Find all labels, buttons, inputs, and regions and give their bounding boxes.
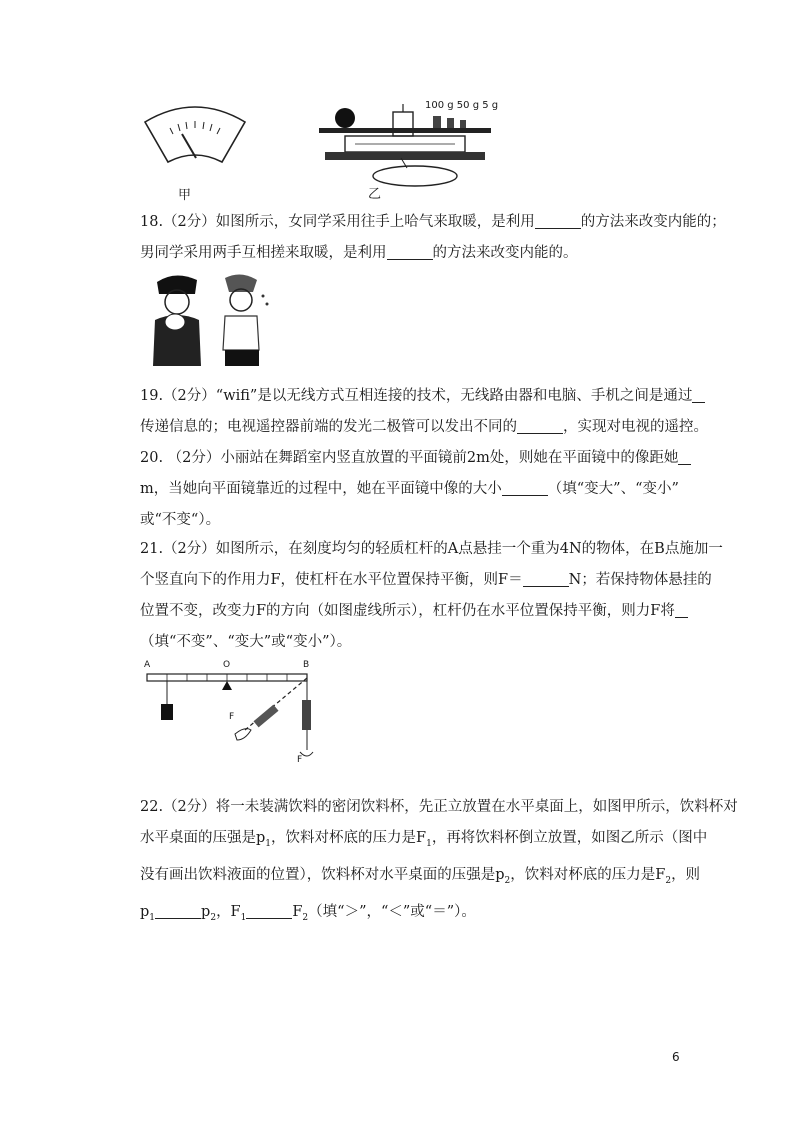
students-warming-hands-figure xyxy=(145,270,275,370)
q20-line2-a: m，当她向平面镜靠近的过程中，她在平面镜中像的大小 xyxy=(140,481,502,497)
lever-label-F-vertical: F xyxy=(297,755,303,765)
sub: 1 xyxy=(426,838,432,849)
answer-blank[interactable] xyxy=(523,570,569,587)
answer-blank[interactable] xyxy=(502,479,548,496)
q22-line4-end: （填“＞”，“＜”或“＝”）。 xyxy=(308,903,476,920)
q18-line1-b: 的方法来改变内能的； xyxy=(580,214,726,230)
q22-line3-a: 没有画出饮料液面的位置），饮料杯对水平桌面的压强是p xyxy=(140,866,505,883)
answer-blank[interactable] xyxy=(678,448,691,465)
answer-blank[interactable] xyxy=(675,601,688,618)
q22-line2-c: ，再将饮料杯倒立放置，如图乙所示（图中 xyxy=(431,830,708,846)
q22-line3-b: ，饮料对杯底的压力是F xyxy=(510,866,666,883)
sub: 2 xyxy=(210,912,217,923)
question-18 xyxy=(140,207,726,269)
lever-label-A: A xyxy=(144,660,151,670)
meter-figure xyxy=(140,100,250,180)
lever-label-B: B xyxy=(303,660,310,670)
question-19 xyxy=(140,381,708,443)
balance-figure xyxy=(315,98,495,198)
q21-line1: 21.（2分）如图所示，在刻度均匀的轻质杠杆的A点悬挂一个重为4N的物体，在B点施加一 xyxy=(140,541,723,557)
figure-label-jia: 甲 xyxy=(178,188,192,203)
answer-blank[interactable] xyxy=(246,902,292,919)
q20-line2-b: （填“变大”、“变小” xyxy=(547,481,679,497)
q21-line3-a: 位置不变，改变力F的方向（如图虚线所示），杠杆仍在水平位置保持平衡，则力F将 xyxy=(140,603,675,619)
q21-line2-a: 个竖直向下的作用力F，使杠杆在水平位置保持平衡，则F＝ xyxy=(140,572,523,588)
answer-blank[interactable] xyxy=(155,902,201,919)
q19-line2-a: 传递信息的；电视遥控器前端的发光二极管可以发出不同的 xyxy=(140,419,517,435)
q21-line4: （填“不变”、“变大”或“变小”）。 xyxy=(140,634,352,650)
q20-line3: 或“不变“）。 xyxy=(140,512,221,528)
q22-line3-c: ，则 xyxy=(671,866,701,883)
q22-sep: ，F xyxy=(216,903,241,920)
answer-blank[interactable] xyxy=(535,212,581,229)
lever-label-F-dashed: F xyxy=(229,712,235,722)
answer-blank[interactable] xyxy=(517,417,563,434)
q22-p: p xyxy=(140,903,150,920)
sub: 1 xyxy=(149,912,156,923)
q22-p2: p xyxy=(201,903,211,920)
figure-label-yi: 乙 xyxy=(368,187,382,202)
answer-blank[interactable] xyxy=(387,243,433,260)
q18-line2-a: 男同学采用两手互相搓来取暖，是利用 xyxy=(140,245,387,261)
sub: 2 xyxy=(504,875,511,886)
q19-line1-a: 19.（2分）“wifi”是以无线方式互相连接的技术，无线路由器和电脑、手机之间是通过 xyxy=(140,388,693,404)
q18-line2-b: 的方法来改变内能的。 xyxy=(432,245,578,261)
sub: 1 xyxy=(240,912,247,923)
answer-blank[interactable] xyxy=(692,386,705,403)
question-21 xyxy=(140,534,723,658)
question-20 xyxy=(140,443,700,536)
page-number: 6 xyxy=(672,1050,680,1064)
q22-F2: F xyxy=(292,903,303,920)
q18-line1-a: 18.（2分）如图所示，女同学采用往手上哈气来取暖，是利用 xyxy=(140,214,535,230)
weights-label: 100 g 50 g 5 g xyxy=(425,100,499,111)
sub: 1 xyxy=(265,838,272,849)
q22-line2-a: 水平桌面的压强是p xyxy=(140,830,266,846)
sub: 2 xyxy=(665,875,672,886)
q20-line1-a: 20. （2分）小丽站在舞蹈室内竖直放置的平面镜前2m处，则她在平面镜中的像距她 xyxy=(140,450,679,466)
q22-line2-b: ，饮料对杯底的压力是F xyxy=(271,830,427,846)
question-22 xyxy=(140,792,738,934)
q19-line2-b: ，实现对电视的遥控。 xyxy=(563,419,708,435)
lever-label-O: O xyxy=(223,660,231,670)
q22-line1: 22.（2分）将一未装满饮料的密闭饮料杯，先正立放置在水平桌面上，如图甲所示，饮料杯对 xyxy=(140,799,738,815)
sub: 2 xyxy=(302,912,309,923)
q21-line2-b: N；若保持物体悬挂的 xyxy=(568,572,712,588)
